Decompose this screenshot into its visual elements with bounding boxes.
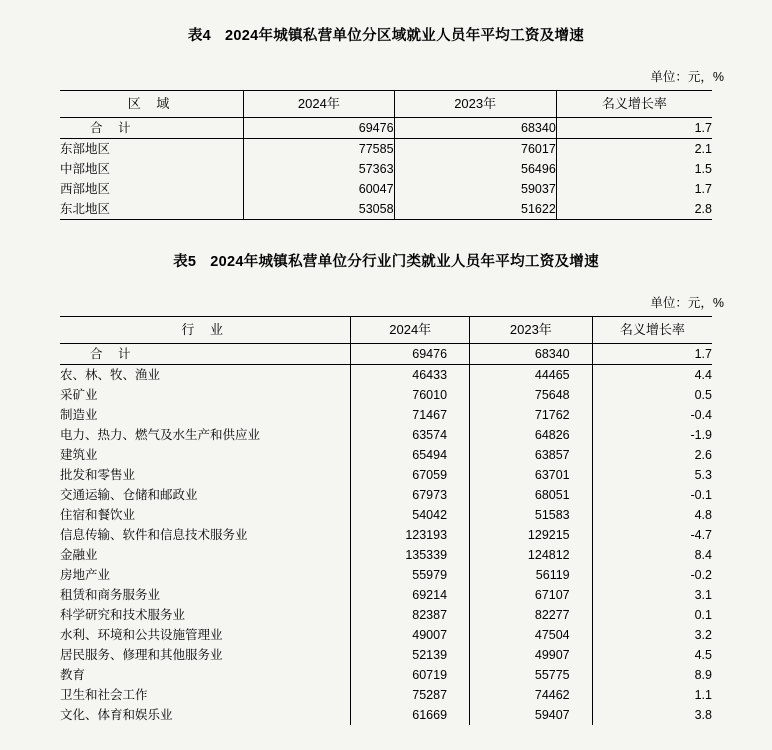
table5-total-row xyxy=(60,344,712,365)
table5-title-text: 2024年城镇私营单位分行业门类就业人员年平均工资及增速 xyxy=(210,254,599,270)
table5-row12-rate: 0.1 xyxy=(592,605,712,625)
table5-row8-rate: -4.7 xyxy=(592,525,712,545)
table5-row16-2024: 75287 xyxy=(351,685,470,705)
table-row xyxy=(60,365,712,386)
table5-total-2024: 69476 xyxy=(351,344,470,365)
table-row xyxy=(60,445,712,465)
table-row xyxy=(60,425,712,445)
table5-row14-2024: 52139 xyxy=(351,645,470,665)
table5-col-header-2023: 2023年 xyxy=(470,317,593,344)
table5-row6-2024: 67973 xyxy=(351,485,470,505)
table5-row13-rate: 3.2 xyxy=(592,625,712,645)
table5-total-label: 合 计 xyxy=(60,344,351,365)
table-row xyxy=(60,545,712,565)
table4-row0-2023: 76017 xyxy=(394,139,556,160)
table5-unit-note: 单位：元，% xyxy=(650,296,724,310)
table5-row14-rate: 4.5 xyxy=(592,645,712,665)
table5-row0-rate: 4.4 xyxy=(592,365,712,386)
table5-number: 表5 xyxy=(173,254,197,270)
table5-row15-2023: 55775 xyxy=(470,665,593,685)
table5-row10-2023: 56119 xyxy=(470,565,593,585)
table4-unit-note: 单位：元，% xyxy=(650,70,724,84)
table5-title xyxy=(0,250,772,271)
table4-row0-label: 东部地区 xyxy=(60,142,111,156)
table5-row5-2024: 67059 xyxy=(351,465,470,485)
table5-row14-label: 居民服务、修理和其他服务业 xyxy=(60,648,223,662)
table5-row15-rate: 8.9 xyxy=(592,665,712,685)
table5-col-header-2024: 2024年 xyxy=(351,317,470,344)
table5-row13-2024: 49007 xyxy=(351,625,470,645)
table5-row6-2023: 68051 xyxy=(470,485,593,505)
table-row xyxy=(60,585,712,605)
table5-col-header-rate: 名义增长率 xyxy=(592,317,712,344)
table5-row5-2023: 63701 xyxy=(470,465,593,485)
table5-row6-rate: -0.1 xyxy=(592,485,712,505)
table-row xyxy=(60,505,712,525)
table5-total-2023: 68340 xyxy=(470,344,593,365)
table5-row17-rate: 3.8 xyxy=(592,705,712,725)
table5-row7-label: 住宿和餐饮业 xyxy=(60,508,136,522)
table5-row0-2024: 46433 xyxy=(351,365,470,386)
table5-row9-2024: 135339 xyxy=(351,545,470,565)
table-row xyxy=(60,565,712,585)
table4-col-header-rate: 名义增长率 xyxy=(556,91,712,118)
table4-col-header-2024: 2024年 xyxy=(244,91,394,118)
table4-row2-label: 西部地区 xyxy=(60,182,111,196)
table5-row15-label: 教育 xyxy=(60,668,86,682)
table5-row7-2024: 54042 xyxy=(351,505,470,525)
table4-total-2023: 68340 xyxy=(394,118,556,139)
table5-row3-2024: 63574 xyxy=(351,425,470,445)
table5-row2-2023: 71762 xyxy=(470,405,593,425)
table4-number: 表4 xyxy=(187,28,212,44)
table5-row1-label: 采矿业 xyxy=(60,388,98,402)
table5-row17-label: 文化、体育和娱乐业 xyxy=(60,708,173,722)
table5-row10-rate: -0.2 xyxy=(592,565,712,585)
table4-row2-rate: 1.7 xyxy=(556,179,712,199)
table5-row12-label: 科学研究和技术服务业 xyxy=(60,608,186,622)
table-row xyxy=(60,405,712,425)
table4-row3-2023: 51622 xyxy=(394,199,556,220)
table4-row0-2024: 77585 xyxy=(244,139,394,160)
table5-row9-2023: 124812 xyxy=(470,545,593,565)
table4-total-label: 合 计 xyxy=(60,118,244,139)
table5-row12-2024: 82387 xyxy=(351,605,470,625)
table5-row11-2024: 69214 xyxy=(351,585,470,605)
table5-row2-label: 制造业 xyxy=(60,408,98,422)
table4-row1-2024: 57363 xyxy=(244,159,394,179)
table5-row3-2023: 64826 xyxy=(470,425,593,445)
table5-row4-2023: 63857 xyxy=(470,445,593,465)
table5-row10-label: 房地产业 xyxy=(60,568,111,582)
table5-row6-label: 交通运输、仓储和邮政业 xyxy=(60,488,198,502)
table4-row1-rate: 1.5 xyxy=(556,159,712,179)
table5-row1-2024: 76010 xyxy=(351,385,470,405)
table5-row16-label: 卫生和社会工作 xyxy=(60,688,148,702)
table5-row11-2023: 67107 xyxy=(470,585,593,605)
table-row xyxy=(60,625,712,645)
table-row xyxy=(60,385,712,405)
table5-row5-label: 批发和零售业 xyxy=(60,468,136,482)
table5-row4-label: 建筑业 xyxy=(60,448,98,462)
table5-row3-label: 电力、热力、燃气及水生产和供应业 xyxy=(60,428,261,442)
table5-row16-2023: 74462 xyxy=(470,685,593,705)
table4-total-rate: 1.7 xyxy=(556,118,712,139)
table-block-5 xyxy=(0,220,772,725)
table5-col-header-industry: 行 业 xyxy=(60,317,351,344)
table4-row2-2023: 59037 xyxy=(394,179,556,199)
table5-row4-rate: 2.6 xyxy=(592,445,712,465)
table5-row1-rate: 0.5 xyxy=(592,385,712,405)
table5-row16-rate: 1.1 xyxy=(592,685,712,705)
table5-row2-rate: -0.4 xyxy=(592,405,712,425)
table5-row13-label: 水利、环境和公共设施管理业 xyxy=(60,628,223,642)
table5-row7-2023: 51583 xyxy=(470,505,593,525)
table5-row17-2024: 61669 xyxy=(351,705,470,725)
table5-row8-label: 信息传输、软件和信息技术服务业 xyxy=(60,528,248,542)
table5-row13-2023: 47504 xyxy=(470,625,593,645)
table-row xyxy=(60,465,712,485)
table5-row14-2023: 49907 xyxy=(470,645,593,665)
table4-row3-rate: 2.8 xyxy=(556,199,712,220)
table-row xyxy=(60,159,712,179)
table5 xyxy=(60,316,712,725)
table-row xyxy=(60,199,712,220)
table-row xyxy=(60,705,712,725)
table4-row3-2024: 53058 xyxy=(244,199,394,220)
table4-row0-rate: 2.1 xyxy=(556,139,712,160)
table5-row2-2024: 71467 xyxy=(351,405,470,425)
table5-row1-2023: 75648 xyxy=(470,385,593,405)
table-row xyxy=(60,525,712,545)
table4-row1-2023: 56496 xyxy=(394,159,556,179)
table5-header-row xyxy=(60,317,712,344)
table4-col-header-2023: 2023年 xyxy=(394,91,556,118)
table5-row7-rate: 4.8 xyxy=(592,505,712,525)
table4-title xyxy=(0,24,772,45)
table4-header-row xyxy=(60,91,712,118)
table5-row5-rate: 5.3 xyxy=(592,465,712,485)
table5-row0-label: 农、林、牧、渔业 xyxy=(60,368,161,382)
table5-row17-2023: 59407 xyxy=(470,705,593,725)
table5-row12-2023: 82277 xyxy=(470,605,593,625)
table4-row2-2024: 60047 xyxy=(244,179,394,199)
table5-row9-label: 金融业 xyxy=(60,548,98,562)
table4-row3-label: 东北地区 xyxy=(60,199,244,220)
table-row xyxy=(60,179,712,199)
table5-total-rate: 1.7 xyxy=(592,344,712,365)
table5-row15-2024: 60719 xyxy=(351,665,470,685)
table-row xyxy=(60,139,712,160)
table4 xyxy=(60,90,712,220)
table4-total-row xyxy=(60,118,712,139)
table4-col-header-region: 区 域 xyxy=(60,91,244,118)
table-row xyxy=(60,685,712,705)
table4-total-2024: 69476 xyxy=(244,118,394,139)
table-row xyxy=(60,605,712,625)
table5-row10-2024: 55979 xyxy=(351,565,470,585)
table5-row8-2024: 123193 xyxy=(351,525,470,545)
table5-row9-rate: 8.4 xyxy=(592,545,712,565)
table-block-4 xyxy=(0,0,772,220)
table5-row4-2024: 65494 xyxy=(351,445,470,465)
table4-row1-label: 中部地区 xyxy=(60,162,111,176)
table5-row0-2023: 44465 xyxy=(470,365,593,386)
table5-row3-rate: -1.9 xyxy=(592,425,712,445)
table5-row11-label: 租赁和商务服务业 xyxy=(60,588,161,602)
table-row xyxy=(60,665,712,685)
table5-row11-rate: 3.1 xyxy=(592,585,712,605)
table-row xyxy=(60,485,712,505)
table-row xyxy=(60,645,712,665)
table4-title-text: 2024年城镇私营单位分区域就业人员年平均工资及增速 xyxy=(225,28,585,44)
table5-row8-2023: 129215 xyxy=(470,525,593,545)
